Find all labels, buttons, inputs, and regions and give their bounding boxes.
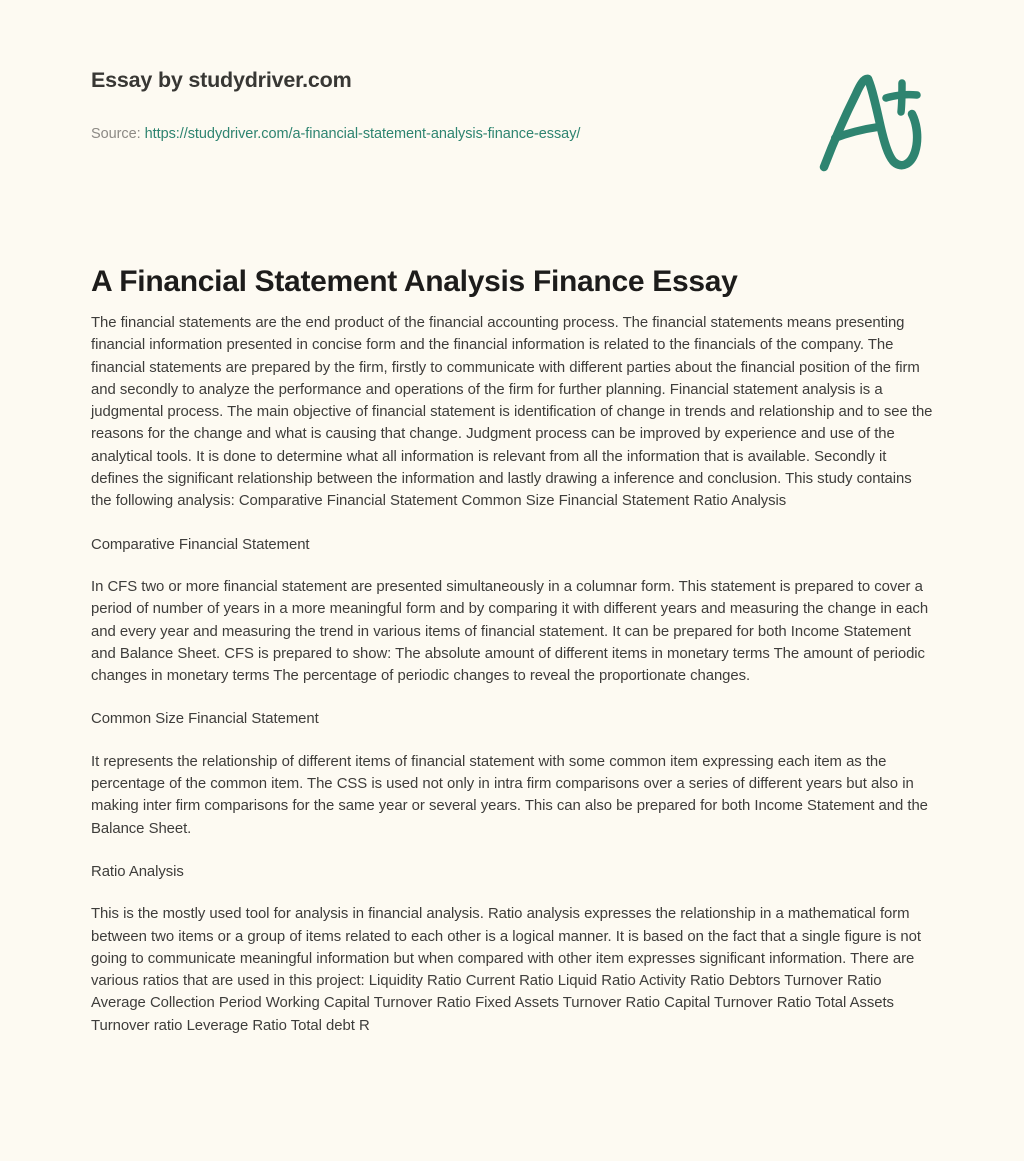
essay-body <box>91 312 936 1058</box>
a-plus-icon <box>812 72 936 172</box>
section-heading-common-size-financial-statement: Common Size Financial Statement <box>91 711 319 728</box>
source-line <box>91 126 580 142</box>
paragraph-comparative-financial-statement: In CFS two or more financial statement are presented simultaneously in a columnar form. This statement is prepared to cover a period of number of years in a more meaningful form and by comparing it with different years and measuring the change in each and every year and measuring the trend in various items of financial statement. It can be prepared for both Income Statement and Balance Sheet. CFS is prepared to show: The absolute amount of different items in monetary terms The amount of periodic changes in monetary terms The percentage of periodic changes to reveal the proportionate changes. <box>91 578 929 685</box>
source-url-link[interactable]: https://studydriver.com/a-financial-statement-analysis-finance-essay/ <box>144 126 581 142</box>
paragraph-ratio-analysis: This is the mostly used tool for analysis in financial analysis. Ratio analysis expresses the relationship in a mathematical form between two items or a group of items related to each other is a logical manner. It is based on the fact that a single figure is not going to communicate meaningful information but when compared with other item expresses significant information. There are various ratios that are used in this project: Liquidity Ratio Current Ratio Liquid Ratio Activity Ratio Debtors Turnover Ratio Average Collection Period Working Capital Turnover Ratio Fixed Assets Turnover Ratio Capital Turnover Ratio Total Assets Turnover ratio Leverage Ratio Total debt R <box>91 906 921 1034</box>
page-title: A Financial Statement Analysis Finance Essay <box>91 265 738 299</box>
section-heading-ratio-analysis: Ratio Analysis <box>91 863 184 880</box>
source-label: Source: <box>91 126 141 142</box>
page-header <box>0 0 1024 190</box>
studydriver-logo[interactable] <box>812 72 936 172</box>
paragraph-intro: The financial statements are the end product of the financial accounting process. The financial statements means presenting financial information presented in concise form and the financial information is related to the financials of the company. The financial statements are prepared by the firm, firstly to communicate with different parties about the financial position of the firm and secondly to analyze the performance and operations of the firm for further planning. Financial statement analysis is a judgmental process. The main objective of financial statement is identification of change in trends and relationship and to see the reasons for the change and what is causing that change. Judgment process can be improved by experience and use of the analytical tools. It is done to determine what all information is relevant from all the information that is available. Secondly it defines the significant relationship between the information and lastly drawing a inference and conclusion. This study contains the following analysis: Comparative Financial Statement Common Size Financial Statement Ratio Analysis <box>91 315 933 510</box>
section-heading-comparative-financial-statement: Comparative Financial Statement <box>91 536 310 553</box>
paragraph-common-size-financial-statement: It represents the relationship of different items of financial statement with some common item expressing each item as the percentage of the common item. The CSS is used not only in intra firm comparisons over a series of different years but also in making inter firm comparisons for the same year or several years. This can also be prepared for both Income Statement and the Balance Sheet. <box>91 753 928 837</box>
brand-byline: Essay by studydriver.com <box>91 68 352 92</box>
